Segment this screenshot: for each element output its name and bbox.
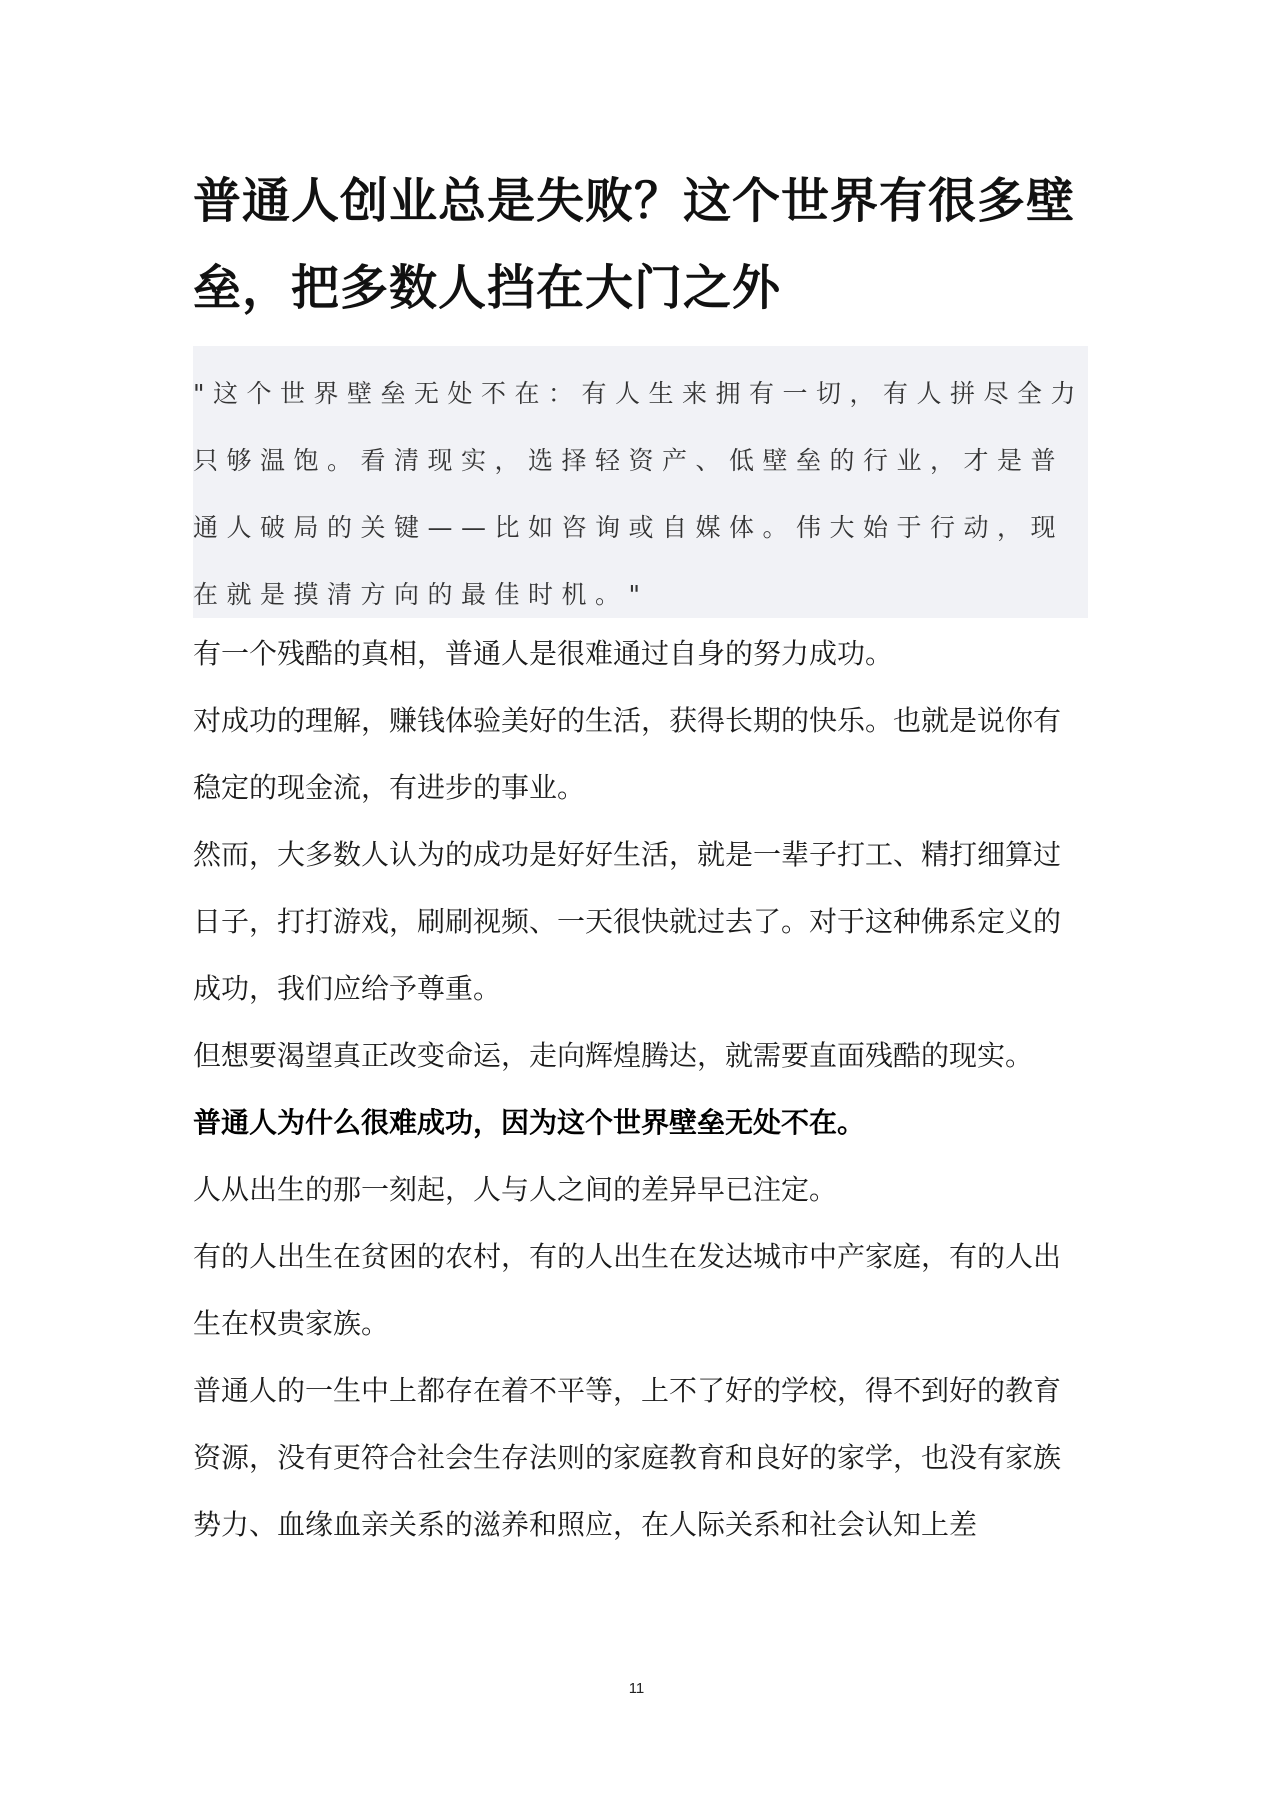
paragraph: 有的人出生在贫困的农村，有的人出生在发达城市中产家庭，有的人出生在权贵家族。: [193, 1240, 1062, 1340]
article-body: [193, 620, 1088, 1558]
paragraph: 但想要渴望真正改变命运，走向辉煌腾达，就需要直面残酷的现实。: [193, 1039, 1034, 1072]
paragraph: 然而，大多数人认为的成功是好好生活，就是一辈子打工、精打细算过日子，打打游戏，刷刷视频、一天很快就过去了。对于这种佛系定义的成功，我们应给予尊重。: [193, 838, 1062, 1005]
paragraph: 人从出生的那一刻起，人与人之间的差异早已注定。: [193, 1173, 838, 1206]
summary-quote-block: "这个世界壁垒无处不在：有人生来拥有一切，有人拼尽全力只够温饱。看清现实，选择轻资产、低壁垒的行业，才是普通人破局的关键——比如咨询或自媒体。伟大始于行动，现在就是摸清方向的最佳时机。": [193, 346, 1088, 618]
paragraph: 普通人的一生中上都存在着不平等，上不了好的学校，得不到好的教育资源，没有更符合社会生存法则的家庭教育和良好的家学，也没有家族势力、血缘血亲关系的滋养和照应，在人际关系和社会认知上差: [193, 1374, 1062, 1541]
page-number: 11: [628, 1680, 645, 1697]
article-title: 普通人创业总是失败？这个世界有很多壁垒，把多数人挡在大门之外: [193, 173, 1076, 316]
paragraph: 对成功的理解，赚钱体验美好的生活，获得长期的快乐。也就是说你有稳定的现金流，有进步的事业。: [193, 704, 1062, 804]
paragraph: 有一个残酷的真相，普通人是很难通过自身的努力成功。: [193, 637, 894, 670]
bold-paragraph: 普通人为什么很难成功，因为这个世界壁垒无处不在。: [193, 1106, 866, 1139]
